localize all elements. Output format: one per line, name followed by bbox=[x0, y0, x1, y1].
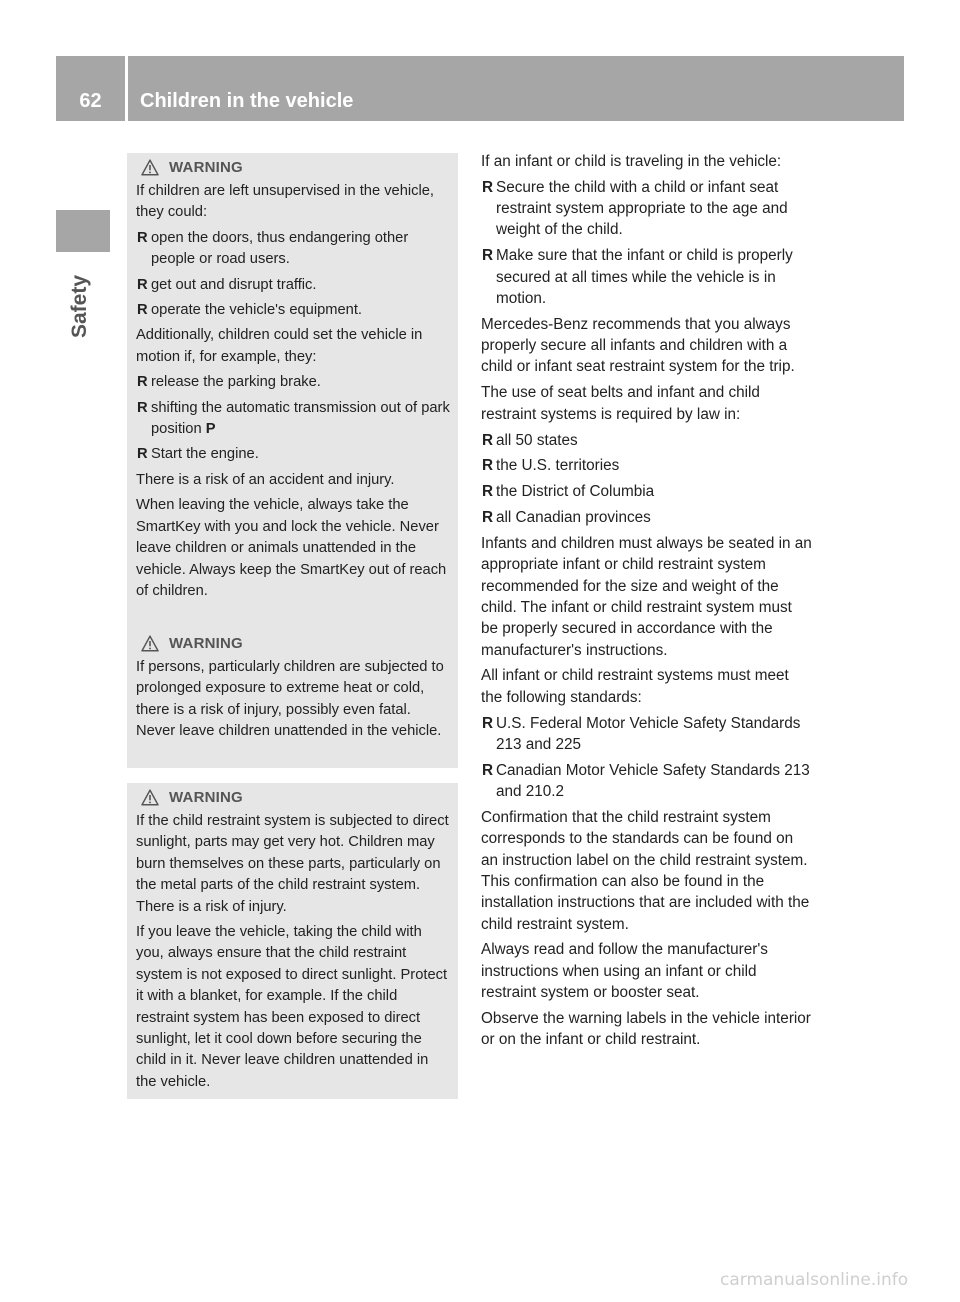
bullet-item bbox=[136, 398, 450, 441]
page-number: 62 bbox=[79, 90, 102, 112]
bullet-mark: R bbox=[482, 509, 494, 527]
paragraph: If an infant or child is traveling in the vehicle: bbox=[481, 153, 782, 170]
paragraph: If children are left unsupervised in the vehicle, they could: bbox=[136, 183, 434, 221]
bullet-mark: R bbox=[482, 483, 494, 501]
bullet-item bbox=[481, 713, 813, 756]
header-divider bbox=[125, 56, 128, 121]
bullet-text: Secure the child with a child or infant seat restraint system appropriate to the age and weight of the child. bbox=[496, 178, 788, 239]
bullet-item bbox=[136, 275, 450, 296]
paragraph: Confirmation that the child restraint system corresponds to the standards can be found on an instruction label on the child restraint system. This confirmation can also be found in the installation instructions that are included with the child restraint system. bbox=[481, 809, 810, 933]
page-title: Children in the vehicle bbox=[140, 90, 354, 112]
paragraph: Always read and follow the manufacturer's instructions when using an infant or child restraint system or booster seat. bbox=[481, 941, 768, 1001]
bullet-mark: R bbox=[137, 276, 148, 293]
bullet-text: Start the engine. bbox=[151, 446, 259, 463]
warning-triangle-icon bbox=[141, 789, 159, 806]
section-tab-label: Safety bbox=[68, 274, 91, 338]
bullet-text: Make sure that the infant or child is properly secured at all times while the vehicle is in motion. bbox=[496, 247, 793, 307]
bullet-item bbox=[481, 177, 813, 241]
warning-header bbox=[136, 783, 450, 811]
bullet-mark: R bbox=[137, 374, 148, 391]
warning-box-sunlight bbox=[127, 783, 458, 1099]
bullet-text: get out and disrupt traffic. bbox=[151, 276, 317, 293]
bullet-mark: R bbox=[482, 714, 494, 732]
bullet-mark: R bbox=[482, 761, 494, 779]
paragraph: If you leave the vehicle, taking the child with you, always ensure that the child restraint system is not exposed to direct sunlight. Protect it with a blanket, for example. If the child restraint system has been exposed to direct sunlight, let it cool down before securing the child in it. Never leave children unattended in the vehicle. bbox=[136, 924, 448, 1090]
paragraph: Additionally, children could set the vehicle in motion if, for example, they: bbox=[136, 327, 423, 365]
bullet-mark: R bbox=[137, 302, 148, 319]
paragraph: Infants and children must always be seated in an appropriate infant or child restraint system recommended for the size and weight of the child. The infant or child restraint system must be properly secured in accordance with the manufacturer's instructions. bbox=[481, 535, 812, 659]
bullet-text: the U.S. territories bbox=[496, 457, 620, 475]
bullet-text: open the doors, thus endangering other people or road users. bbox=[151, 229, 409, 268]
bullet-mark: R bbox=[482, 431, 494, 449]
warning-title: WARNING bbox=[169, 788, 243, 806]
warning-box-unsupervised bbox=[127, 153, 458, 629]
warning-title: WARNING bbox=[169, 634, 243, 652]
bullet-item bbox=[136, 300, 450, 321]
bullet-text: Canadian Motor Vehicle Safety Standards 213 and 210.2 bbox=[496, 761, 810, 801]
paragraph: Mercedes-Benz recommends that you always properly secure all infants and children with a child or infant seat restraint system for the trip. bbox=[481, 315, 795, 376]
bullet-item bbox=[481, 481, 813, 502]
paragraph: If the child restraint system is subjected to direct sunlight, parts may get very hot. Children may burn themselves on these parts, particularly on the metal parts of the child restraint system. There is a risk of injury. bbox=[136, 813, 449, 915]
bullet-text: operate the vehicle's equipment. bbox=[151, 302, 363, 319]
bullet-text: all 50 states bbox=[496, 431, 578, 449]
warning-box-extreme-temperature bbox=[127, 629, 458, 768]
watermark: carmanualsonline.info bbox=[720, 1270, 909, 1290]
bullet-text: shifting the automatic transmission out of park position bbox=[151, 399, 450, 438]
paragraph: The use of seat belts and infant and child restraint systems is required by law in: bbox=[481, 384, 760, 423]
warning-title: WARNING bbox=[169, 158, 243, 176]
bullet-item bbox=[481, 245, 813, 309]
section-tab-marker bbox=[56, 210, 110, 252]
bullet-mark: R bbox=[137, 399, 148, 416]
bullet-item bbox=[136, 372, 450, 393]
bullet-mark: R bbox=[137, 446, 148, 463]
bullet-text: U.S. Federal Motor Vehicle Safety Standards 213 and 225 bbox=[496, 714, 801, 753]
bullet-text: the District of Columbia bbox=[496, 483, 655, 501]
warning-triangle-icon bbox=[141, 159, 159, 176]
bullet-text: all Canadian provinces bbox=[496, 509, 651, 527]
paragraph: If persons, particularly children are subjected to prolonged exposure to extreme heat or cold, there is a risk of injury, possibly even fatal. Never leave children unattended in the vehicle. bbox=[136, 659, 444, 740]
bullet-mark: R bbox=[137, 229, 148, 246]
bullet-text: release the parking brake. bbox=[151, 374, 321, 391]
warning-triangle-icon bbox=[141, 635, 159, 652]
bullet-item bbox=[136, 228, 450, 271]
bullet-item bbox=[481, 430, 813, 451]
warning-header bbox=[136, 629, 450, 657]
bullet-mark: R bbox=[482, 247, 494, 265]
bullet-mark: R bbox=[482, 178, 494, 196]
paragraph: When leaving the vehicle, always take the SmartKey with you and lock the vehicle. Never leave children or animals unattended in the vehicle. Always keep the SmartKey out of reach of children. bbox=[136, 497, 447, 599]
gear-position-label: P bbox=[205, 421, 216, 438]
right-column-text bbox=[481, 151, 813, 1055]
bullet-item bbox=[481, 507, 813, 528]
paragraph: There is a risk of an accident and injury. bbox=[136, 471, 395, 488]
bullet-mark: R bbox=[482, 457, 494, 475]
paragraph: All infant or child restraint systems must meet the following standards: bbox=[481, 667, 789, 706]
paragraph: Observe the warning labels in the vehicle interior or on the infant or child restraint. bbox=[481, 1009, 811, 1049]
bullet-item bbox=[481, 455, 813, 476]
bullet-item bbox=[481, 760, 813, 803]
bullet-item bbox=[136, 444, 450, 465]
warning-header bbox=[136, 153, 450, 181]
